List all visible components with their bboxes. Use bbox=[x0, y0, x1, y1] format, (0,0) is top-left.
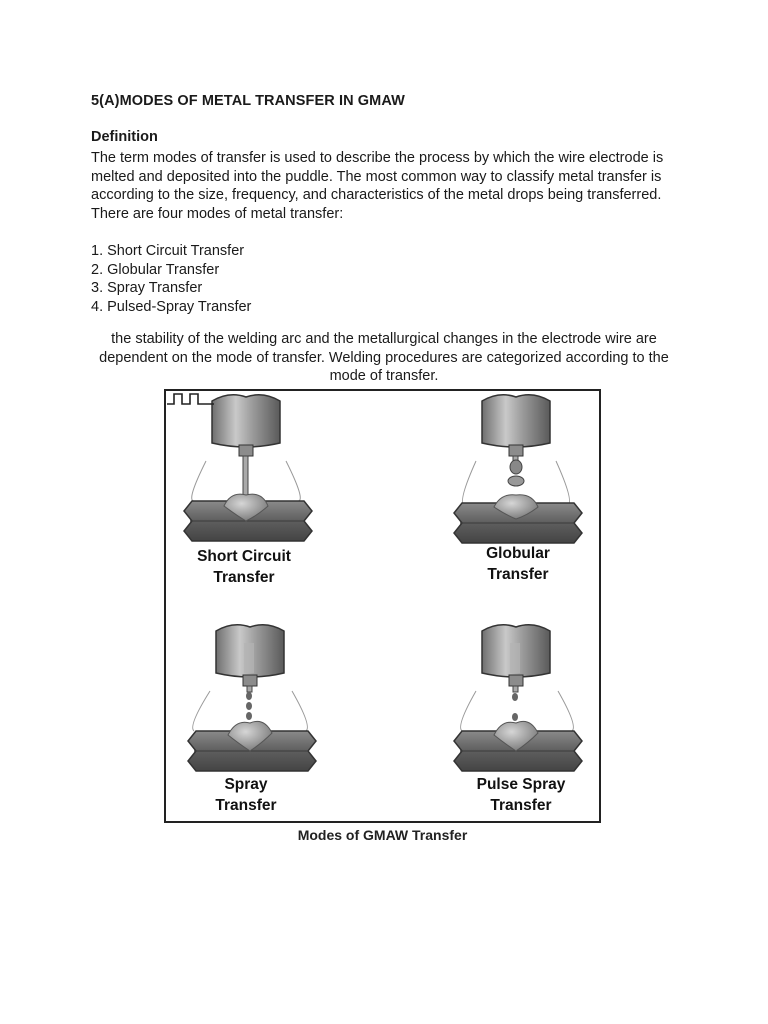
globular-illustration bbox=[454, 395, 582, 543]
list-item: 2. Globular Transfer bbox=[91, 261, 220, 278]
short-circuit-label: Short Circuit Transfer bbox=[197, 548, 291, 586]
stability-paragraph: the stability of the welding arc and the metallurgical changes in the electrode wire are dependent on the mode of transfer. Welding procedures are categorized according to the mode of transfer. bbox=[99, 331, 669, 385]
spray-illustration bbox=[188, 625, 316, 771]
short-circuit-illustration bbox=[184, 395, 312, 541]
definition-paragraph: The term modes of transfer is used to describe the process by which the wire electrode is melted and deposited into the puddle. The most common way to classify metal transfer is according to the size, frequency, and characteristics of the metal drops being transferred. There are four modes of metal transfer: bbox=[91, 150, 664, 223]
transfer-modes-list bbox=[91, 242, 251, 317]
gmaw-transfer-figure bbox=[164, 389, 601, 823]
pulse-waveform-icon bbox=[166, 391, 216, 407]
list-item: 1. Short Circuit Transfer bbox=[91, 243, 245, 259]
pulse-spray-label: Pulse Spray Transfer bbox=[476, 776, 566, 814]
figure-caption: Modes of GMAW Transfer bbox=[297, 827, 468, 843]
gmaw-illustration bbox=[166, 391, 599, 821]
definition-heading: Definition bbox=[91, 129, 158, 145]
list-item: 3. Spray Transfer bbox=[91, 280, 203, 297]
globular-label: Globular Transfer bbox=[486, 545, 550, 583]
pulse-spray-illustration bbox=[454, 625, 582, 771]
spray-label: Spray Transfer bbox=[215, 776, 277, 814]
section-heading: 5(A)MODES OF METAL TRANSFER IN GMAW bbox=[91, 93, 405, 109]
list-item: 4. Pulsed-Spray Transfer bbox=[91, 299, 252, 316]
